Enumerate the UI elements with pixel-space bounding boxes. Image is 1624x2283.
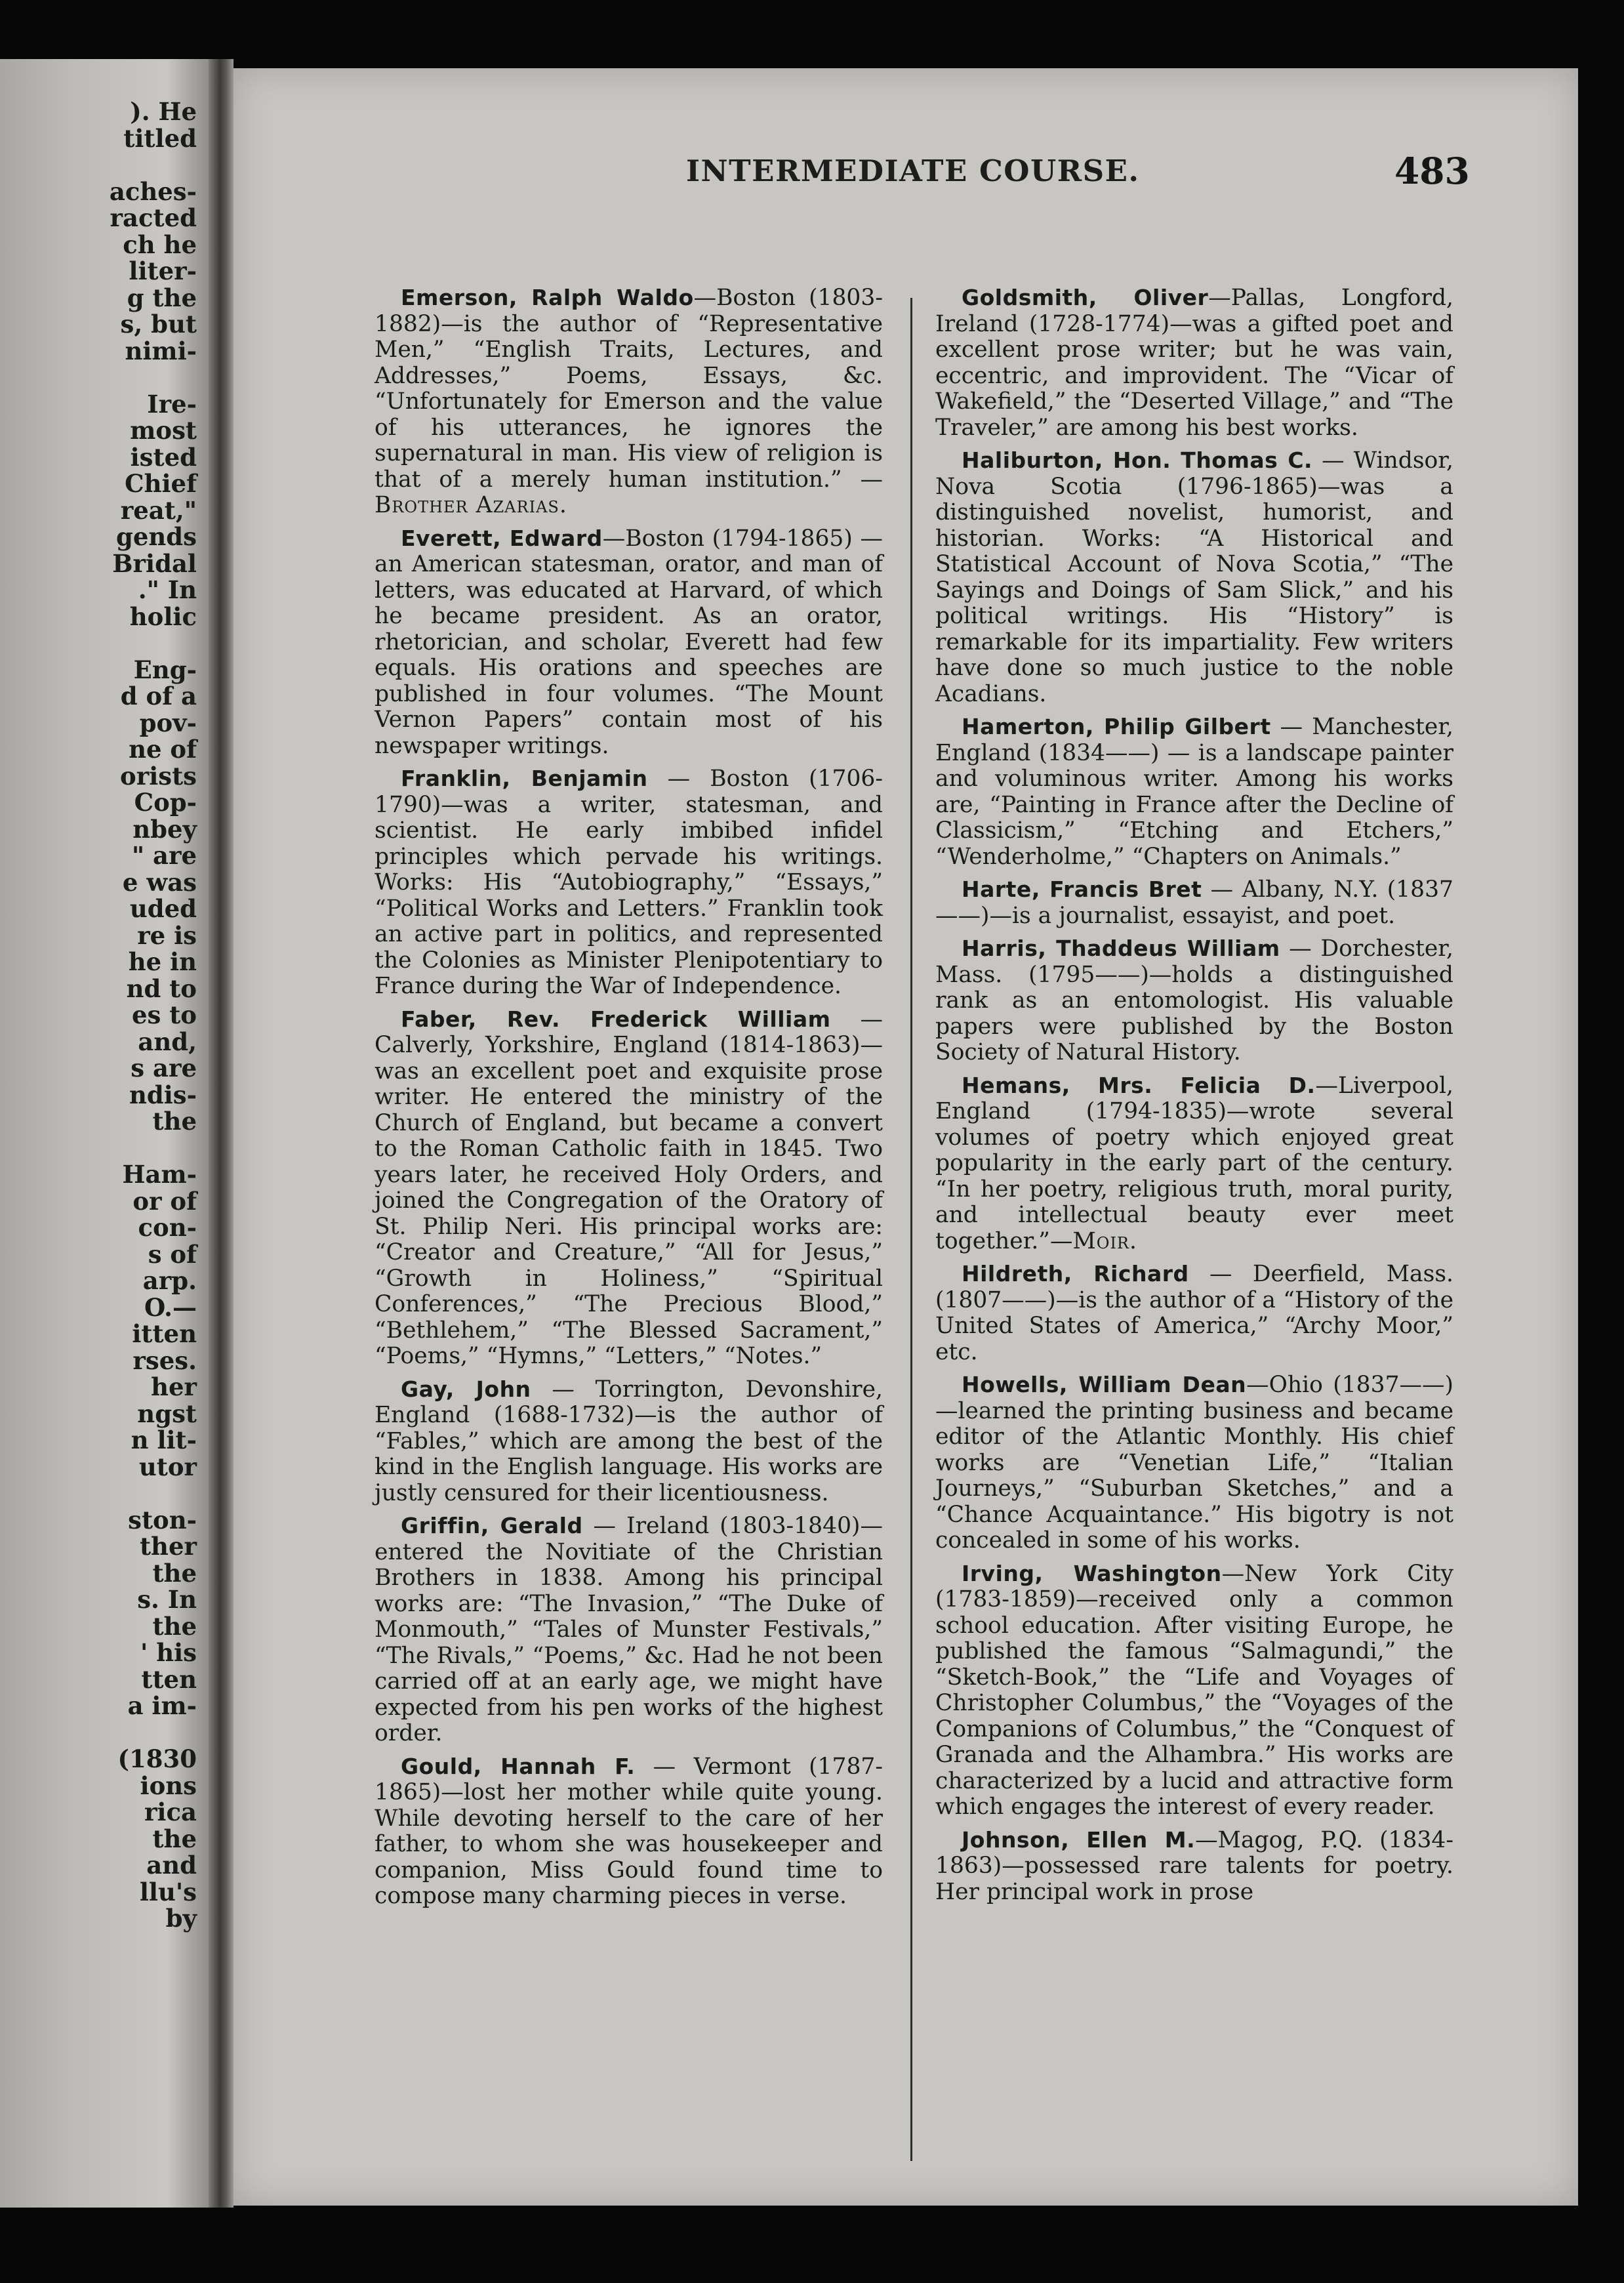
previous-page-line: the (152, 1824, 197, 1853)
previous-page-line: ngst (137, 1399, 197, 1428)
entry-name: Emerson, Ralph Waldo (401, 285, 694, 310)
previous-page-line: and (146, 1851, 197, 1880)
previous-page-line: itten (132, 1319, 197, 1348)
previous-page-line: d of a (120, 682, 197, 710)
previous-page-line: ch he (123, 230, 197, 259)
previous-page-line: a im- (127, 1691, 197, 1720)
previous-page-line: rses. (132, 1346, 197, 1375)
biography-entry (935, 714, 1453, 870)
entry-text: —Pallas, Longford, Ireland (1728-1774)—was a gifted poet and excellent prose writer; but he was vain, eccentric, and improvident. The “Vicar of Wakefield,” the “Deserted Village,” and “The Traveler,” are among his best works. (935, 285, 1453, 441)
previous-page-line: aches- (109, 176, 197, 206)
previous-page-line: s, but (120, 310, 197, 339)
entry-text: —New York City (1783-1859)—received only a common school education. After visiting Europe, he published the famous “Salmagundi,” the “Sketch-Book,” the “Life and Voyages of Christopher Columbus,” the “Voyages of the Companions of Columbus,” the “Conquest of Granada and the Alhambra.” His works are characterized by a lucid and attractive form which engages the interest of every reader. (935, 1560, 1453, 1820)
entry-name: Goldsmith, Oliver (962, 285, 1209, 310)
right-column (935, 285, 1453, 1912)
biography-entry (935, 285, 1453, 441)
previous-page-line: isted (130, 442, 197, 472)
biography-entry (375, 1006, 883, 1370)
column-rule (910, 298, 912, 2161)
left-column (375, 285, 883, 1916)
entry-text: — Windsor, Nova Scotia (1796-1865)—was a distinguished novelist, humorist, and historian. Works: “A Historical and Statistical Account of Nova Scotia,” “The Sayings and Doings of Sam Slick,” and his political writings. His “History” is remarkable for its impartiality. Few writers have done so much justice to the noble Acadians. (935, 447, 1453, 707)
previous-page-line: rica (144, 1798, 197, 1826)
previous-page-line: and, (138, 1027, 197, 1056)
entry-text: — Deerfield, Mass. (1807——)—is the author of a “History of the United States of America,” “Archy Moor,” etc. (935, 1261, 1453, 1365)
previous-page-line: tten (141, 1664, 197, 1694)
previous-page-line: he in (128, 947, 197, 976)
previous-page-line: llu's (139, 1877, 197, 1906)
entry-name: Hemans, Mrs. Felicia D. (962, 1072, 1316, 1098)
entry-text: —Boston (1803-1882)—is the author of “Representative Men,” “English Traits, Lectures, and Addresses,” Poems, Essays, &c. “Unfortunately for Emerson and the value of his utterances, he ignores the supernatural in man. His view of religion is that of a merely human institution.” — (375, 285, 883, 493)
previous-page-line: s. In (137, 1585, 197, 1614)
previous-page-line: Bridal (112, 548, 197, 578)
entry-name: Johnson, Ellen M. (962, 1826, 1196, 1853)
entry-name: Griffin, Gerald (401, 1513, 583, 1538)
entry-name: Haliburton, Hon. Thomas C. (962, 447, 1313, 473)
previous-page-line: Cop- (134, 788, 197, 817)
previous-page-line: the (152, 1558, 197, 1588)
previous-page-line: " are (131, 841, 197, 870)
biography-entry (935, 1372, 1453, 1554)
biography-entry (935, 1561, 1453, 1820)
previous-page-line: O.— (144, 1292, 197, 1322)
previous-page-line: arp. (142, 1266, 197, 1295)
previous-page-line: ). He (130, 97, 197, 126)
entry-name: Hamerton, Philip Gilbert (962, 714, 1271, 739)
previous-page-line: s are (131, 1054, 197, 1082)
entry-text: — Torrington, Devonshire, England (1688-1732)—is the author of “Fables,” which are among the best of the kind in the English language. His works are justly censured for their licentiousness. (375, 1376, 883, 1506)
biography-entry (935, 1827, 1453, 1906)
previous-page-line: Ire- (147, 389, 197, 419)
book-gutter (209, 59, 233, 2208)
entry-name: Howells, William Dean (962, 1372, 1247, 1397)
biography-entry (375, 1376, 883, 1507)
running-title: INTERMEDIATE COURSE. (686, 154, 1140, 188)
entry-name: Harte, Francis Bret (962, 876, 1202, 902)
previous-page-line: liter- (129, 257, 197, 285)
previous-page-line: e was (122, 867, 197, 897)
entry-text: — Vermont (1787-1865)—lost her mother while quite young. While devoting herself to the care of her father, to whom she was housekeeper and companion, Miss Gould found time to compose many charming pieces in verse. (375, 1753, 883, 1909)
previous-page-line: Ham- (122, 1160, 197, 1189)
previous-page-line: ther (139, 1532, 197, 1561)
biography-entry (935, 876, 1453, 929)
entry-name: Irving, Washington (962, 1560, 1222, 1586)
entry-attribution: Brother Azarias. (375, 492, 567, 518)
previous-page-line: gends (115, 522, 197, 551)
previous-page-line: ne of (129, 735, 197, 764)
entry-text: —Calverly, Yorkshire, England (1814-1863)—was an excellent poet and exquisite prose writer. He entered the ministry of the Church of England, but became a convert to the Roman Catholic faith in 1845. Two years later, he received Holy Orders, and joined the Congregation of the Oratory of St. Philip Neri. His principal works are: “Creator and Creature,” “All for Jesus,” “Growth in Holiness,” “Spiritual Conferences,” “The Precious Blood,” “Bethlehem,” “The Blessed Sacrament,” “Poems,” “Hymns,” “Letters,” “Notes.” (375, 1006, 883, 1369)
entry-name: Faber, Rev. Frederick William (401, 1006, 831, 1032)
biography-entry (375, 285, 883, 519)
previous-page-line: nbey (132, 814, 197, 844)
entry-text: — Ireland (1803-1840)—entered the Novitiate of the Christian Brothers in 1838. Among his principal works are: “The Invasion,” “The Duke of Monmouth,” “Tales of Munster Festivals,” “The Rivals,” “Poems,” &c. Had he not been carried off at an early age, we might have expected from his pen works of the highest order. (375, 1513, 883, 1746)
previous-page-line: ndis- (129, 1080, 197, 1109)
previous-page-line: by (165, 1904, 197, 1933)
entry-text: — Albany, N.Y. (1837——)—is a journalist, essayist, and poet. (935, 876, 1453, 929)
biography-entry (375, 1513, 883, 1747)
previous-page-line: her (151, 1372, 197, 1401)
previous-page-line: re is (137, 920, 197, 950)
previous-page-line: reat," (120, 495, 197, 525)
entry-text: —Boston (1794-1865) — an American statesman, orator, and man of letters, was educated at Harvard, of which he became president. As an orator, rhetorician, and scholar, Everett had few equals. His orations and speeches are published in four volumes. “The Mount Vernon Papers” contain most of his newspaper writings. (375, 525, 883, 759)
entry-text: —Liverpool, England (1794-1835)—wrote several volumes of poetry which enjoyed great popularity in the early part of the century. “In her poetry, religious truth, moral purity, and intellectual beauty ever meet together.”— (935, 1072, 1453, 1254)
previous-page-line: es to (131, 1000, 197, 1029)
entry-text: — Boston (1706-1790)—was a writer, statesman, and scientist. He early imbibed infidel principles which pervade his writings. Works: His “Autobiography,” “Essays,” “Political Works and Letters.” Franklin took an active part in politics, and represented the Colonies as Minister Plenipotentiary to France during the War of Independence. (375, 766, 883, 999)
previous-page-line: utor (138, 1452, 197, 1481)
previous-page-line: holic (129, 602, 197, 631)
previous-page-line: orists (120, 761, 197, 791)
running-head (233, 150, 1578, 193)
previous-page-line: s of (148, 1239, 197, 1269)
entry-name: Everett, Edward (401, 525, 603, 551)
biography-entry (375, 1754, 883, 1910)
previous-page-line: Eng- (133, 655, 197, 684)
previous-page-line: uded (129, 894, 197, 923)
book-page (233, 68, 1578, 2206)
previous-page-line: (1830 (117, 1744, 197, 1773)
previous-page-line: g the (127, 283, 197, 312)
page-number: 483 (1394, 150, 1470, 192)
entry-name: Gould, Hannah F. (401, 1753, 636, 1779)
previous-page-line: Chief (125, 469, 197, 498)
entry-text: — Dorchester, Mass. (1795——)—holds a distinguished rank as an entomologist. His valuable papers were published by the Boston Society of Natural History. (935, 936, 1453, 1065)
previous-page-line: ions (140, 1771, 197, 1800)
entry-attribution: Moir. (1072, 1227, 1137, 1254)
previous-page-line: pov- (139, 708, 197, 737)
biography-entry (935, 1261, 1453, 1365)
entry-text: —Ohio (1837——) —learned the printing business and became editor of the Atlantic Monthly. His chief works are “Venetian Life,” “Italian Journeys,” “Suburban Sketches,” and a “Chance Acquaintance.” His bigotry is not concealed in some of his works. (935, 1372, 1453, 1553)
previous-page-line: the (152, 1611, 197, 1641)
previous-page-fragment (0, 59, 209, 2208)
previous-page-line: n lit- (131, 1426, 197, 1454)
previous-page-line: ' his (140, 1638, 197, 1667)
previous-page-line: titled (123, 123, 197, 153)
previous-page-line: ston- (128, 1505, 197, 1534)
entry-name: Harris, Thaddeus William (962, 936, 1280, 961)
entry-name: Gay, John (401, 1376, 531, 1402)
biography-entry (375, 525, 883, 760)
entry-name: Franklin, Benjamin (401, 766, 648, 791)
biography-entry (935, 936, 1453, 1066)
biography-entry (935, 447, 1453, 707)
previous-page-line: racted (110, 203, 197, 232)
previous-page-line: nimi- (125, 336, 197, 365)
entry-name: Hildreth, Richard (962, 1261, 1189, 1286)
previous-page-line: ." In (138, 575, 197, 604)
previous-page-line: the (152, 1107, 197, 1136)
biography-entry (375, 766, 883, 1000)
entry-text: — Manchester, England (1834——) — is a landscape painter and voluminous writer. Among his works are, “Painting in France after the Decline of Classicism,” “Etching and Etchers,” “Wenderholme,” “Chapters on Animals.” (935, 714, 1453, 870)
previous-page-line: most (130, 416, 197, 445)
entry-text: —Magog, P.Q. (1834-1863)—possessed rare talents for poetry. Her principal work in prose (935, 1826, 1454, 1905)
previous-page-line: or of (132, 1186, 197, 1216)
previous-page-line: con- (138, 1213, 197, 1242)
biography-entry (935, 1073, 1453, 1255)
previous-page-line: nd to (126, 974, 197, 1003)
